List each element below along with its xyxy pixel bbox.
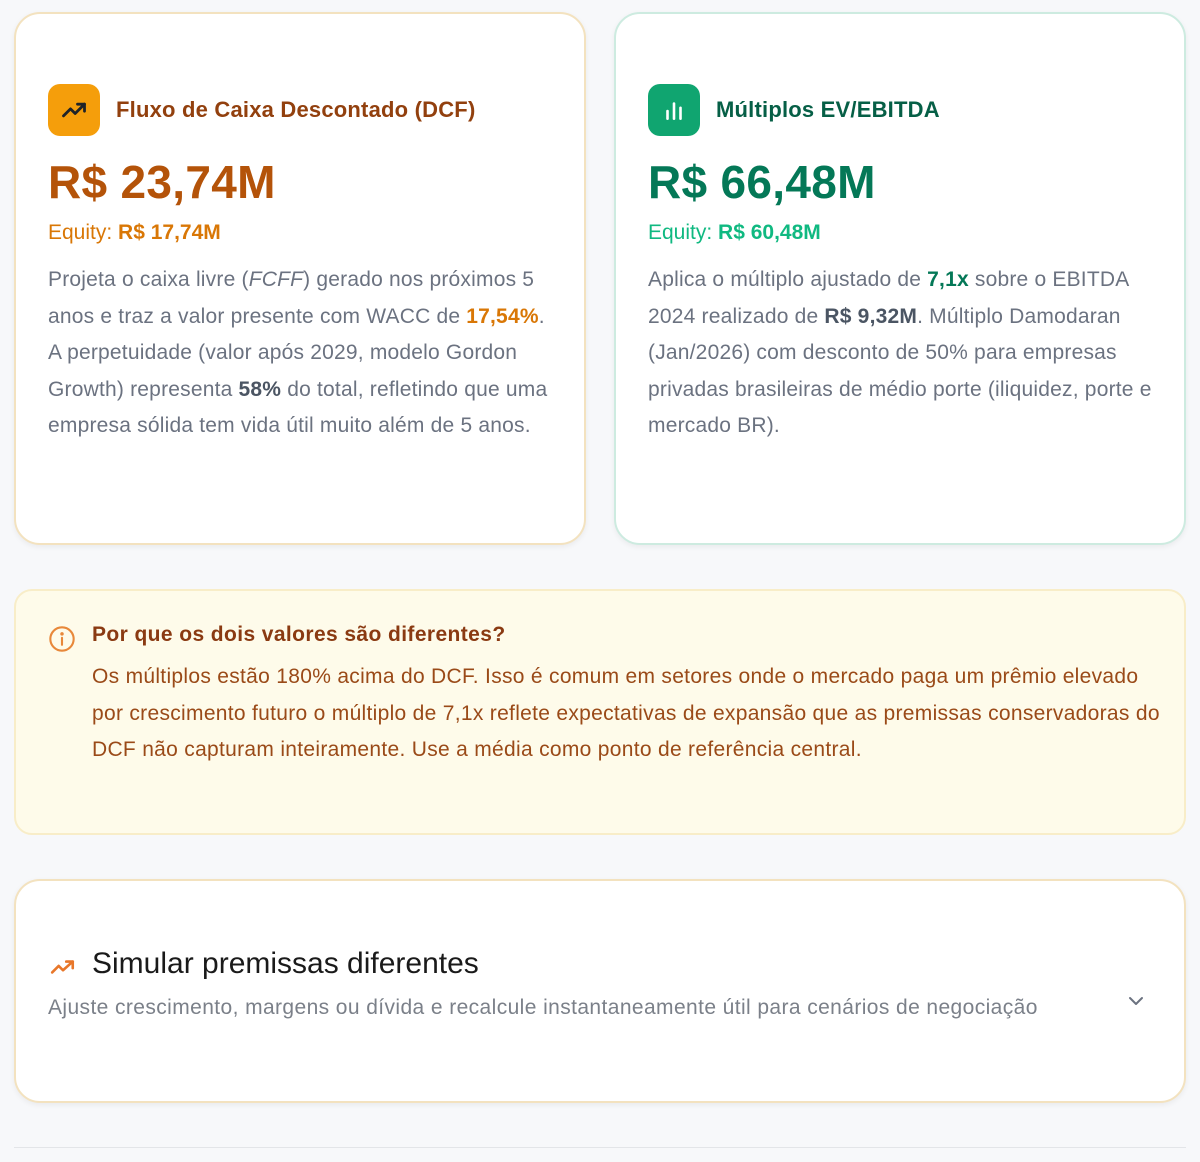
simulate-title[interactable]: Simular premissas diferentes — [92, 947, 479, 980]
dcf-equity — [48, 218, 556, 248]
dcf-desc-text: do total, refletindo que uma empresa sólida tem vida útil muito além de 5 anos. — [48, 377, 548, 438]
info-title: Por que os dois valores são diferentes? — [92, 623, 506, 646]
dcf-equity-label: Equity: — [48, 221, 113, 244]
bar-chart-icon — [648, 84, 700, 136]
multiples-desc-multiple: 7,1x — [927, 268, 969, 291]
multiples-title: Múltiplos EV/EBITDA — [716, 97, 940, 122]
multiples-equity-value: R$ 60,48M — [718, 221, 821, 244]
chevron-down-icon[interactable] — [1124, 989, 1148, 1018]
dcf-card — [14, 12, 586, 545]
multiples-card — [614, 12, 1186, 545]
dcf-description — [48, 262, 556, 445]
multiples-value: R$ 66,48M — [648, 156, 876, 208]
trending-up-icon — [48, 84, 100, 136]
dcf-desc-fcff: FCFF — [248, 268, 304, 291]
info-callout — [14, 589, 1186, 835]
multiples-equity-label: Equity: — [648, 221, 713, 244]
dcf-desc-text: . A perpetuidade (valor após 2029, modelo Gordon Growth) representa — [48, 304, 545, 401]
info-icon — [48, 625, 76, 658]
info-text: Os múltiplos estão 180% acima do DCF. Isso é comum em setores onde o mercado paga um prêmio elevado por crescimento futuro o múltiplo de 7,1x reflete expectativas de expansão que as premissas conservadoras do DCF não capturam inteiramente. Use a média como ponto de referência central. — [92, 665, 1160, 762]
dcf-desc-wacc: 17,54% — [466, 304, 539, 328]
multiples-desc-text: sobre o EBITDA 2024 realizado de — [648, 268, 1129, 328]
divider — [14, 1147, 1186, 1148]
multiples-desc-ebitda: R$ 9,32M — [824, 304, 918, 328]
dcf-value: R$ 23,74M — [48, 156, 276, 208]
dcf-header — [48, 84, 556, 136]
dcf-equity-value: R$ 17,74M — [118, 221, 221, 244]
dcf-title: Fluxo de Caixa Descontado (DCF) — [116, 97, 476, 122]
multiples-description — [648, 262, 1156, 445]
multiples-desc-text: . Múltiplo Damodaran (Jan/2026) com desconto de 50% para empresas privadas brasileiras de médio porte (iliquidez, porte e mercado BR). — [648, 304, 1152, 438]
dcf-desc-text: Projeta o caixa livre ( — [48, 268, 249, 291]
dcf-desc-perpetuity: 58% — [238, 377, 282, 401]
simulate-panel[interactable] — [14, 879, 1186, 1103]
simulate-subtitle: Ajuste crescimento, margens ou dívida e recalcule instantaneamente útil para cenários de negociação — [48, 996, 1038, 1019]
multiples-header — [648, 84, 1156, 136]
dcf-desc-text: ) gerado nos próximos 5 anos e traz a valor presente com WACC de — [48, 268, 535, 328]
multiples-equity — [648, 218, 1156, 248]
multiples-desc-text: Aplica o múltiplo ajustado de — [648, 268, 928, 291]
trending-up-icon — [48, 954, 78, 985]
